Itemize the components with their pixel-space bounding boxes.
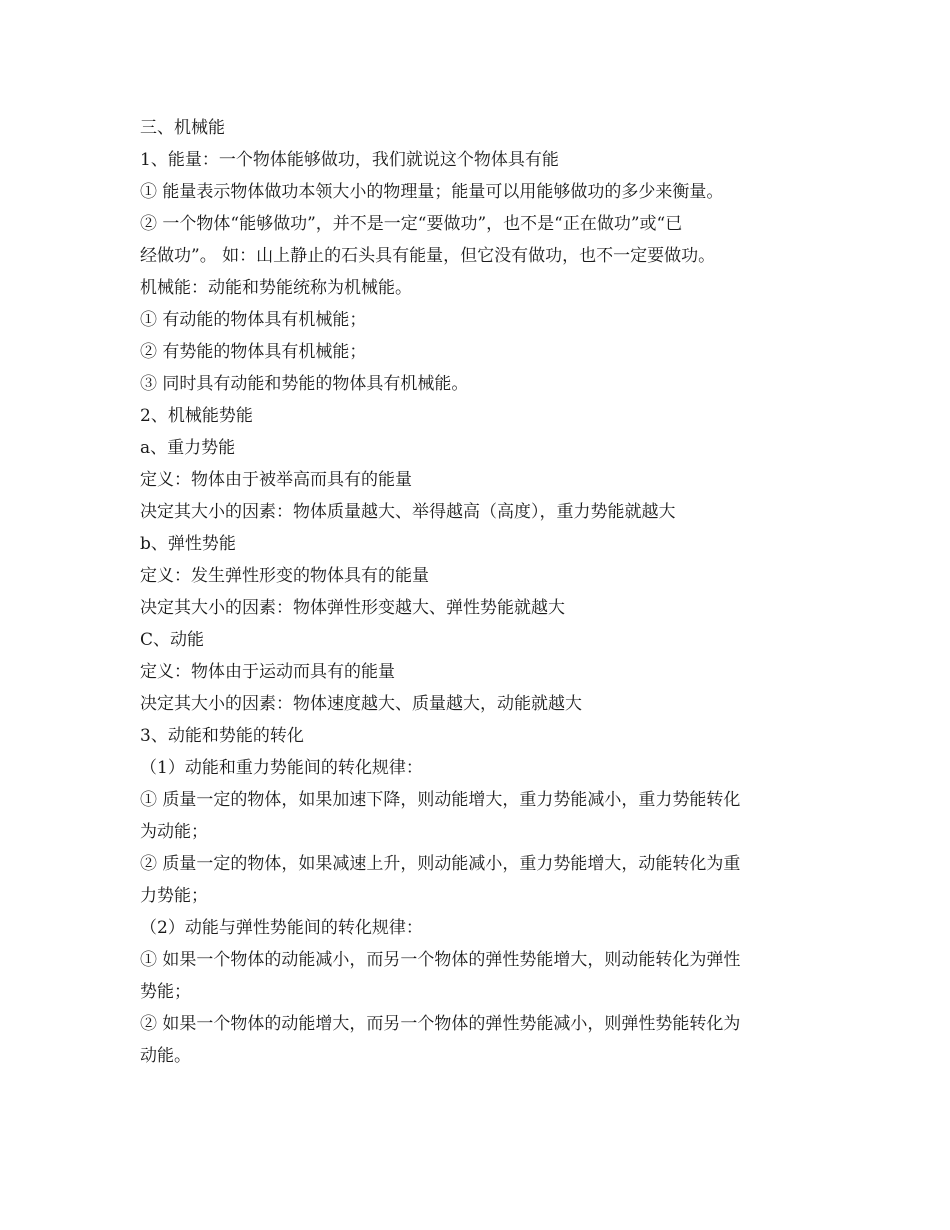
text-line: 机械能：动能和势能统称为机械能。: [140, 278, 412, 298]
text-line: ② 一个物体“能够做功”，并不是一定“要做功”，也不是“正在做功”或“已: [140, 214, 683, 234]
text-line: ② 质量一定的物体，如果减速上升，则动能减小，重力势能增大，动能转化为重: [140, 854, 741, 874]
text-line: 1、能量：一个物体能够做功，我们就说这个物体具有能: [140, 150, 559, 170]
text-line: 动能。: [140, 1046, 191, 1066]
text-line: ② 有势能的物体具有机械能；: [140, 342, 367, 362]
text-line: 定义：发生弹性形变的物体具有的能量: [140, 566, 429, 586]
text-line: 为动能；: [140, 822, 208, 842]
text-line: 经做功”。 如：山上静止的石头具有能量，但它没有做功，也不一定要做功。: [140, 246, 716, 266]
text-line: ① 如果一个物体的动能减小，而另一个物体的弹性势能增大，则动能转化为弹性: [140, 950, 741, 970]
text-line: ② 如果一个物体的动能增大，而另一个物体的弹性势能减小，则弹性势能转化为: [140, 1014, 741, 1034]
text-line: 势能；: [140, 982, 191, 1002]
subsection-heading: 3、动能和势能的转化: [140, 726, 304, 746]
subsection-heading: 2、机械能势能: [140, 406, 253, 426]
document-body: [140, 112, 800, 1072]
text-line: 定义：物体由于运动而具有的能量: [140, 662, 395, 682]
text-line: ③ 同时具有动能和势能的物体具有机械能。: [140, 374, 469, 394]
text-line: （1）动能和重力势能间的转化规律：: [140, 758, 423, 778]
text-line: 定义：物体由于被举高而具有的能量: [140, 470, 412, 490]
text-line: 决定其大小的因素：物体质量越大、举得越高（高度），重力势能就越大: [140, 502, 676, 522]
text-line: ① 能量表示物体做功本领大小的物理量；能量可以用能够做功的多少来衡量。: [140, 182, 724, 202]
subsection-heading: a、重力势能: [140, 438, 236, 458]
text-line: ① 质量一定的物体，如果加速下降，则动能增大，重力势能减小，重力势能转化: [140, 790, 741, 810]
text-line: 决定其大小的因素：物体速度越大、质量越大，动能就越大: [140, 694, 582, 714]
section-heading: 三、机械能: [140, 118, 225, 138]
text-line: （2）动能与弹性势能间的转化规律：: [140, 918, 423, 938]
text-line: 力势能；: [140, 886, 208, 906]
text-line: 决定其大小的因素：物体弹性形变越大、弹性势能就越大: [140, 598, 565, 618]
subsection-heading: C、动能: [140, 630, 205, 650]
subsection-heading: b、弹性势能: [140, 534, 236, 554]
text-line: ① 有动能的物体具有机械能；: [140, 310, 367, 330]
